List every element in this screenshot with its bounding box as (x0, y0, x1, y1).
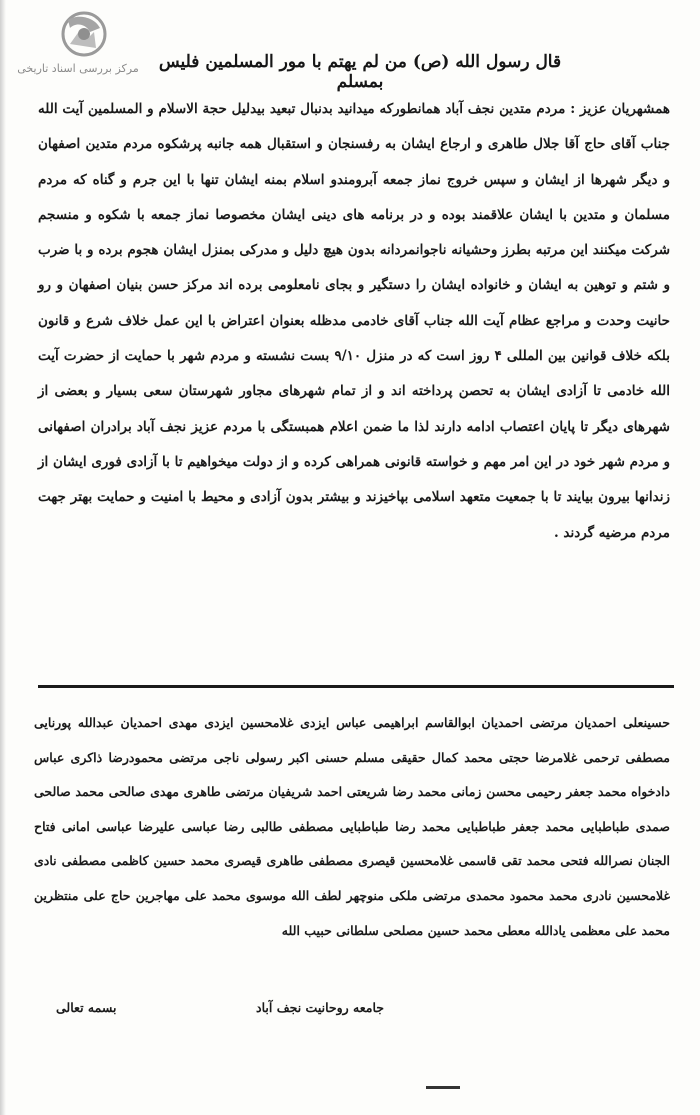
page-edge-shadow (0, 0, 6, 1115)
body-paragraph: همشهریان عزیز : مردم متدین نجف آباد همانطورکه میدانید بدنبال تبعید بیدلیل حجة الاسلام و المسلمین آیت الله جناب آقای حاج آقا جلال طاهری و ارجاع ایشان به رفسنجان و استقبال همه جانبه پرشکوه مردم متدین اصفهان و دیگر شهرها از ایشان و سپس خروج نماز جمعه آبرومندو اسلام بمنه ایشان تنها با این جرم و گناه که مردم مسلمان و متدین با ایشان علاقمند بوده و در برنامه های دینی ایشان مخصوصا نماز جمعه با شکوه و منسجم شرکت میکنند این مرتبه بطرز وحشیانه ناجوانمردانه بدون هیچ دلیل و مدرکی بمنزل ایشان هجوم برده و با ضرب و شتم و توهین به ایشان و خانواده ایشان را دستگیر و بجای نامعلومی برده اند مرکز حسن بنیان اصفهان و رو حانیت وحدت و مراجع عظام آیت الله جناب آقای خادمی مدظله بعنوان اعتراض با این عمل خلاف شرع و قانون بلکه خلاف قوانین بین المللی ۴ روز است که در منزل ۹/۱۰ بست نشسته و مردم شهر با حمایت از حضرت آیت الله خادمی تا آزادی ایشان به تحصن پرداخته اند و از تمام شهرهای مجاور شهرستان سعی بسیار و بعضی از شهرهای دیگر تا پایان اعتصاب ادامه دارند لذا ما ضمن اعلام همبستگی با مردم عزیز نجف آباد برادران اصفهانی و مردم شهر خود در این امر مهم و خواسته قانونی همراهی کرده و از دولت میخواهیم تا با آزادی فوری ایشان از زندانها بیرون بیایند تا با جمعیت متعهد اسلامی بپاخیزند و بیشتر بدون آزادی و محیط با امنیت و حمایت بهتر جهت مردم مرضیه گردند . (38, 101, 670, 541)
document-heading: قال رسول الله (ص) من لم یهتم با مور المسلمین فلیس بمسلم (158, 52, 562, 92)
archive-logo (12, 8, 142, 80)
signature-prefix: بسمه تعالی (56, 1000, 117, 1015)
signature-organization: جامعه روحانیت نجف آباد (256, 1000, 384, 1015)
archive-logo-icon (50, 10, 110, 60)
archive-name: مرکز بررسی اسناد تاریخی (17, 62, 139, 75)
section-divider (38, 685, 674, 688)
document-body (38, 92, 670, 551)
signatories-list: حسینعلی احمدیان مرتضی احمدیان ابوالقاسم ابراهیمی عباس ایزدی غلامحسین ایزدی مهدی احمدیان عبدالله پورنایی مصطفی ترحمی غلامرضا حجتی محمد کمال حقیقی مسلم حسنی اکبر رسولی ناجی مرتضی محمودرضا ذاکری عباس دادخواه محمد جعفر رحیمی محسن زمانی محمد رضا شریعتی احمد شریفیان مرتضی طاهری مهدی صالحی محمد صالحی صمدی طباطبایی محمد جعفر طباطبایی محمد رضا طباطبایی مصطفی طالبی رضا عباسی علیرضا عباسی امانی فتاح الجنان نصرالله فتحی محمد تقی قاسمی غلامحسین قیصری مصطفی طاهری قیصری محمد حسین کاظمی مصطفی نادی غلامحسین نادری محمد محمود محمدی مرتضی ملکی منوچهر لطف الله موسوی محمد علی مهاجرین حاج علی منتظرین محمد علی معظمی یادالله معطی محمد حسین مصلحی سلطانی حبیب الله (34, 715, 671, 938)
bottom-mark (426, 1086, 460, 1089)
